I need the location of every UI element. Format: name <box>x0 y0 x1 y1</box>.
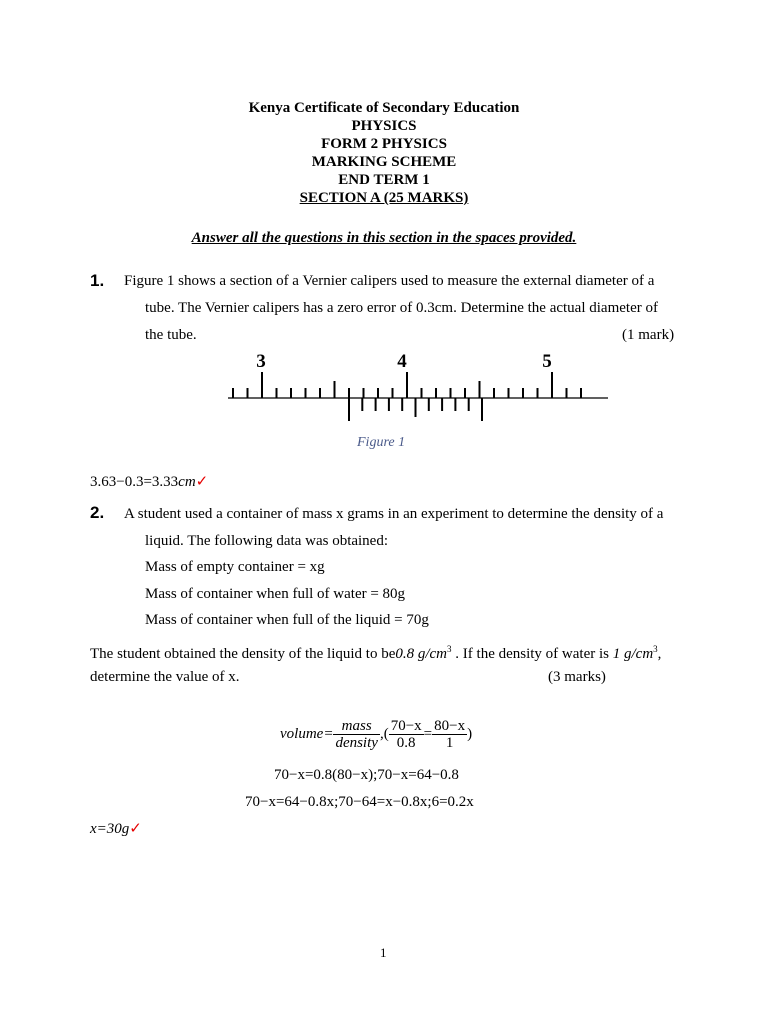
question-1-line-3: the tube. <box>145 327 197 343</box>
working-step-1 <box>280 718 472 751</box>
fraction-numerator: mass <box>333 718 380 735</box>
fraction-numerator: 80−x <box>434 718 466 734</box>
header-line-kcse: Kenya Certificate of Secondary Education <box>248 100 520 116</box>
equals-sign: = <box>423 725 433 742</box>
fraction-numerator: 70−x <box>390 718 422 734</box>
main-scale-label-5: 5 <box>542 351 552 372</box>
question-1-line-1: Figure 1 shows a section of a Vernier calipers used to measure the external diameter of a <box>124 273 655 289</box>
header-line-term: END TERM 1 <box>338 172 430 188</box>
data-container-water: Mass of container when full of water = 80g <box>145 586 406 602</box>
working-step-2: 70−x=0.8(80−x);70−x=64−0.8 <box>274 767 459 783</box>
main-scale-label-3: 3 <box>256 351 266 372</box>
check-mark-icon: ✓ <box>195 474 209 490</box>
fraction-water <box>432 718 467 751</box>
volume-label: volume= <box>280 725 334 742</box>
question-2-line-1: A student used a container of mass x grams in an experiment to determine the density of a <box>124 506 664 522</box>
question-2-line-7: determine the value of x. <box>90 669 240 685</box>
fraction-liquid <box>389 718 424 751</box>
data-empty-container: Mass of empty container = xg <box>145 559 325 575</box>
closing-paren: ) <box>467 725 473 742</box>
header-line-section: SECTION A (25 MARKS) <box>299 190 469 206</box>
question-2-number: 2. <box>90 503 105 522</box>
fraction-denominator: 0.8 <box>396 735 416 751</box>
instruction: Answer all the questions in this section in the spaces provided. <box>191 230 577 246</box>
question-2-line-6 <box>90 640 661 663</box>
header-line-marking-scheme: MARKING SCHEME <box>311 154 457 170</box>
density-sentence-end: , <box>657 646 662 662</box>
question-1-number: 1. <box>90 271 105 290</box>
water-density-exponent: 3 <box>653 644 658 654</box>
page-number: 1 <box>380 945 387 960</box>
fraction-denominator: 1 <box>445 735 454 751</box>
header-line-subject: PHYSICS <box>351 118 417 134</box>
density-sentence-middle: . If the density of water is <box>451 646 613 662</box>
liquid-density-exponent: 3 <box>447 644 452 654</box>
check-mark-icon: ✓ <box>129 821 142 837</box>
vernier-calipers-figure <box>200 345 620 427</box>
question-1-line-2: tube. The Vernier calipers has a zero error of 0.3cm. Determine the actual diameter of <box>145 300 658 316</box>
water-density-value: 1 g/cm <box>612 646 654 662</box>
question-1-marks: (1 mark) <box>622 327 675 343</box>
answer-expression: 3.63−0.3=3.33 <box>90 474 179 490</box>
figure-1-caption: Figure 1 <box>357 435 406 450</box>
liquid-density-value: 0.8 g/cm <box>395 646 448 662</box>
separator: ,( <box>379 725 389 742</box>
question-2-answer <box>90 820 142 838</box>
header-line-form: FORM 2 PHYSICS <box>321 136 447 152</box>
main-scale-label-4: 4 <box>397 351 407 372</box>
question-1-answer <box>90 473 208 491</box>
fraction-denominator: density <box>335 735 378 751</box>
density-sentence-start: The student obtained the density of the liquid to be <box>90 646 396 662</box>
question-2-marks: (3 marks) <box>548 669 606 685</box>
answer-unit: cm <box>178 474 196 490</box>
data-container-liquid: Mass of container when full of the liquid = 70g <box>145 612 429 628</box>
result-unit: g <box>121 821 130 837</box>
fraction-mass-density <box>333 718 380 751</box>
question-2-line-2: liquid. The following data was obtained: <box>145 533 389 549</box>
result-expression: x=30 <box>90 821 122 837</box>
working-step-3: 70−x=64−0.8x;70−64=x−0.8x;6=0.2x <box>245 794 474 810</box>
